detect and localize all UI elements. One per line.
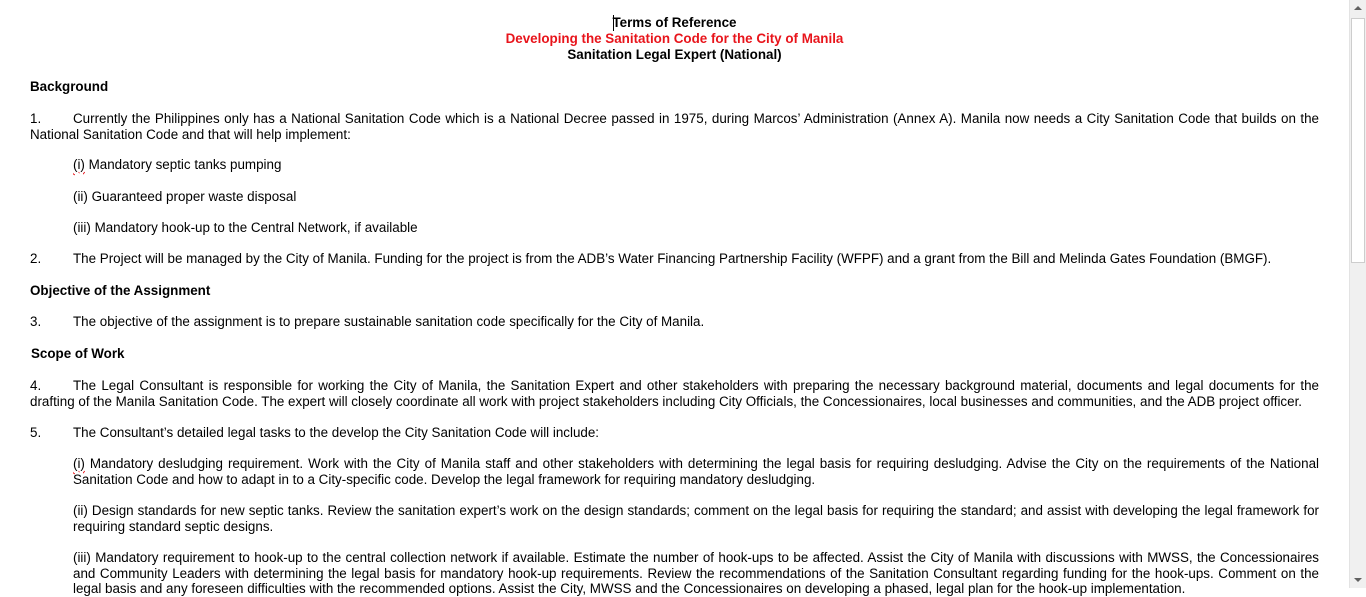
item-text: Design standards for new septic tanks. Review the sanitation expert’s work on the design standards; comment on the legal basis for requiring the standard; and assist with developing the legal framework for requiring standard septic designs. [73,503,1319,534]
position-title: Sanitation Legal Expert (National) [567,47,782,62]
paragraph-number: 4. [30,378,42,393]
paragraph-text: The Consultant’s detailed legal tasks to the develop the City Sanitation Code will include: [73,425,600,440]
scroll-up-button[interactable] [1350,0,1366,17]
item-marker: (ii) [73,189,88,204]
item-text: Mandatory desludging requirement. Work with the City of Manila staff and other stakeholders with determining the legal basis for requiring desludging. Advise the City on the requirements of the National Sanitation Code and how to adapt in to a City-specific code. Develop the legal framework for requiring mandatory desludging. [73,456,1319,487]
arrow-up-icon [1354,6,1362,10]
paragraph-number: 5. [30,425,42,440]
heading-scope: Scope of Work [31,346,125,361]
item-text: Mandatory septic tanks pumping [84,157,282,172]
item-marker: (ii) [73,503,88,518]
code-item-3 [73,220,1319,236]
scroll-down-button[interactable] [1350,571,1366,588]
document-subtitle: Developing the Sanitation Code for the City of Manila [505,31,844,46]
paragraph-text: Currently the Philippines only has a National Sanitation Code which is a National Decree passed in 1975, during Marcos’ Administration (Annex A). Manila now needs a City Sanitation Code that builds on the National Sanitation Code and that will help implement: [30,111,1319,142]
heading-background: Background [30,79,109,94]
paragraph-number: 2. [30,251,42,266]
task-item-2 [73,503,1319,534]
document-title: Terms of Reference [612,15,737,30]
item-marker: (i) [73,456,85,471]
code-item-2 [73,189,1319,205]
task-item-1 [73,456,1319,487]
item-marker: (iii) [73,220,91,235]
scrollbar-thumb[interactable] [1351,18,1365,263]
item-marker: (i) [73,157,85,172]
task-item-3 [73,550,1319,597]
arrow-down-icon [1354,578,1362,582]
heading-objective: Objective of the Assignment [30,283,211,298]
paragraph-number: 3. [30,314,42,329]
paragraph-text: The Project will be managed by the City of Manila. Funding for the project is from the ADB’s Water Financing Partnership Facility (WFPF) and a grant from the Bill and Melinda Gates Foundation (BMGF). [73,251,1272,266]
vertical-scrollbar[interactable] [1349,0,1366,588]
paragraph-4 [30,378,1319,409]
paragraph-text: The objective of the assignment is to prepare sustainable sanitation code specifically for the City of Manila. [73,314,705,329]
item-text: Mandatory hook-up to the Central Network, if available [90,220,418,235]
paragraph-1 [30,111,1319,142]
paragraph-2 [30,251,1319,267]
paragraph-3 [30,314,1319,330]
code-item-1 [73,157,1319,173]
item-marker: (iii) [73,550,91,565]
item-text: Guaranteed proper waste disposal [87,189,297,204]
item-text: Mandatory requirement to hook-up to the central collection network if available. Estimate the number of hook-ups to be affected. Assist the City of Manila with discussions with MWSS, the Concessionaires and Community Leaders with determining the legal basis for mandatory hook-up requirements. Review the recommendations of the Sanitation Consultant regarding funding for the hook-ups. Comment on the legal basis and any foreseen difficulties with the recommended options. Assist the City, MWSS and the Concessionaires on developing a phased, legal plan for the hook-up implementation. [73,550,1319,597]
paragraph-number: 1. [30,111,42,126]
paragraph-text: The Legal Consultant is responsible for working the City of Manila, the Sanitation Expert and other stakeholders with preparing the necessary background material, documents and legal documents for the drafting of the Manila Sanitation Code. The expert will closely coordinate all work with project stakeholders including City Officials, the Concessionaires, local businesses and communities, and the ADB project officer. [30,378,1319,409]
paragraph-5 [30,425,1319,441]
